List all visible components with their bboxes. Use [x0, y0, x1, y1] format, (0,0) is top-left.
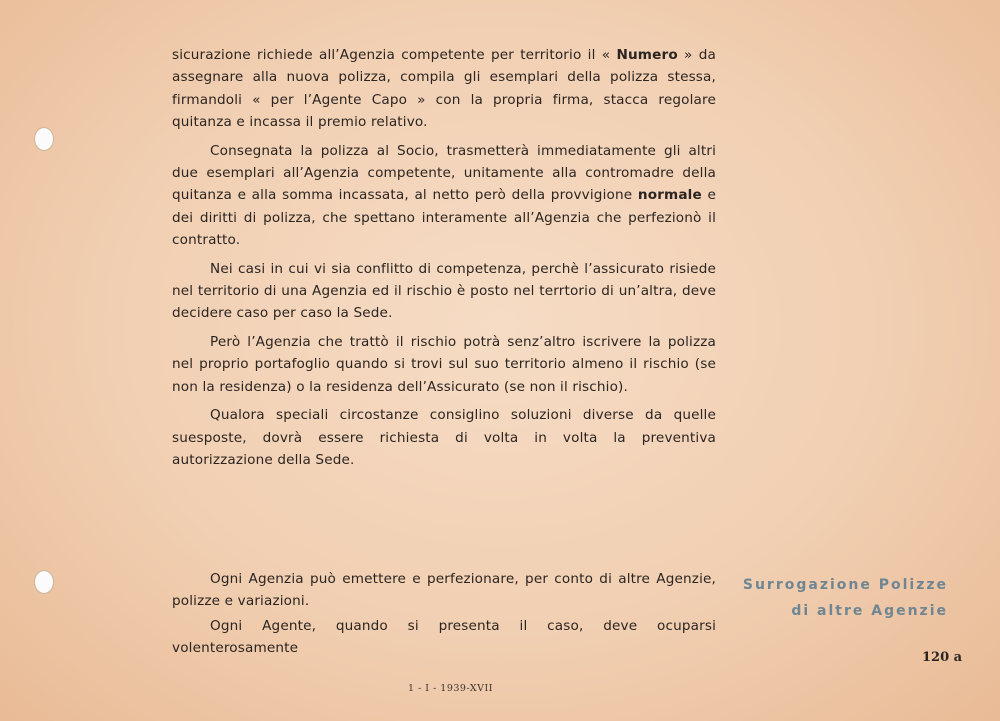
- paragraph-1: [172, 44, 716, 134]
- paragraph-2-text-a: Consegnata la polizza al Socio, trasmetterà immediatamente gli altri due esemplari all’Agenzia competente, unitamente alla contromadre della quitanza e alla somma incassata, al netto però della provvigione: [172, 142, 716, 204]
- paragraph-1-bold: Numero: [616, 47, 678, 63]
- paragraph-2-bold: normale: [637, 187, 702, 204]
- paragraph-1-text-b: » da assegnare alla nuova polizza, compila gli esemplari della polizza stessa, firmandoli « per l’Agente Capo » con la propria firma, stacca regolare quitanza e incassa il premio relativo.: [172, 47, 717, 131]
- paragraph-2: [172, 140, 716, 252]
- punch-hole-bottom: [34, 570, 54, 594]
- punch-hole-top: [34, 127, 54, 151]
- paragraph-7: Ogni Agente, quando si presenta il caso, deve ocuparsi volenterosamente: [172, 617, 716, 657]
- page-number: 120 a: [922, 650, 963, 665]
- side-heading: [743, 572, 948, 624]
- paragraph-5: [172, 404, 716, 471]
- paragraph-6: Ogni Agenzia può emettere e perfezionare, per conto di altre Agenzie, polizze e variazioni.: [172, 571, 716, 610]
- main-text-block: [172, 44, 716, 477]
- paragraph-5-text: Qualora speciali circostanze consiglino soluzioni diverse da quelle suesposte, dovrà essere richiesta di volta in volta la preventiva autorizzazione della Sede.: [172, 407, 716, 468]
- side-heading-line-1: Surrogazione Polizze: [742, 577, 948, 593]
- paragraph-4: [172, 331, 716, 398]
- paragraph-1-text-a: sicurazione richiede all’Agenzia competente per territorio il «: [172, 47, 617, 63]
- paragraph-3: [172, 258, 716, 325]
- paragraph-4-text: Però l’Agenzia che trattò il rischio potrà senz’altro iscrivere la polizza nel proprio portafoglio quando si trovi sul suo territorio almeno il rischio (se non la residenza) o la residenza dell’Assicurato (se non il rischio).: [172, 333, 716, 395]
- lower-text-block: [172, 568, 716, 660]
- paragraph-3-text: Nei casi in cui vi sia conflitto di competenza, perchè l’assicurato risiede nel territorio di una Agenzia ed il rischio è posto nel terrtorio di un’altra, deve decidere caso per caso la Sede.: [172, 260, 716, 322]
- paragraph-2-text-b: e dei diritti di polizza, che spettano interamente all’Agenzia che perfezionò il contratto.: [172, 187, 716, 249]
- footer-date: 1 - I - 1939-XVII: [408, 683, 493, 694]
- side-heading-line-2: di altre Agenzie: [791, 603, 948, 619]
